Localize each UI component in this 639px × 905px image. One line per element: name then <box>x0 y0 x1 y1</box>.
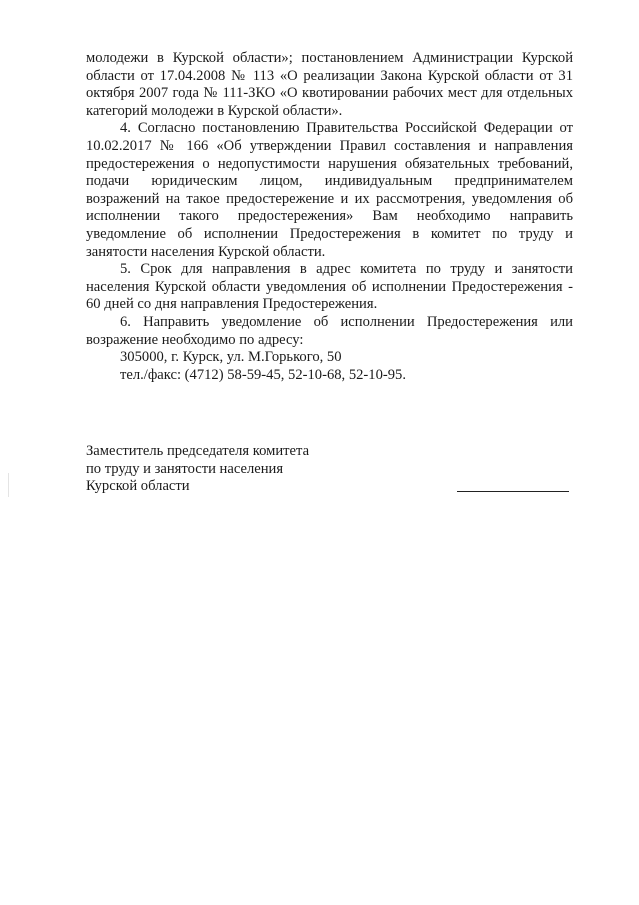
signature-block <box>86 443 386 496</box>
signatory-title-line-2: по труду и занятости населения <box>86 460 284 477</box>
paragraph-item-6: 6. Направить уведомление об исполнении Предостережения или возражение необходимо по адресу: <box>86 313 573 348</box>
address-postal: 305000, г. Курск, ул. М.Горького, 50 <box>120 349 342 366</box>
paragraph-item-4: 4. Согласно постановлению Правительства Российской Федерации от 10.02.2017 № 166 «Об утверждении Правил составления и направления предостережения о недопустимости нарушения обязательных требований, подачи юридическим лицом, индивидуальным предпринимателем возражений на такое предостережение и их рассмотрения, уведомления об исполнении такого предостережения» Вам необходимо направить уведомление об исполнении Предостережения в комитет по труду и занятости населения Курской области. <box>86 120 573 260</box>
paragraph-continuation: молодежи в Курской области»; постановлением Администрации Курской области от 17.04.2008 № 113 «О реализации Закона Курской области от 31 октября 2007 года № 111-ЗКО «О квотировании рабочих мест для отдельных категорий молодежи в Курской области». <box>86 50 573 119</box>
signatory-title-line-3: Курской области <box>86 478 190 495</box>
scan-artifact <box>8 473 9 497</box>
address-phone-fax: тел./факс: (4712) 58-59-45, 52-10-68, 52-10-95. <box>120 366 406 383</box>
signature-line <box>457 491 569 492</box>
letter-body <box>86 50 573 384</box>
signatory-title-line-1: Заместитель председателя комитета <box>86 443 310 459</box>
paragraph-item-5: 5. Срок для направления в адрес комитета по труду и занятости населения Курской области уведомления об исполнении Предостережения - 60 дней со дня направления Предостережения. <box>86 261 573 313</box>
